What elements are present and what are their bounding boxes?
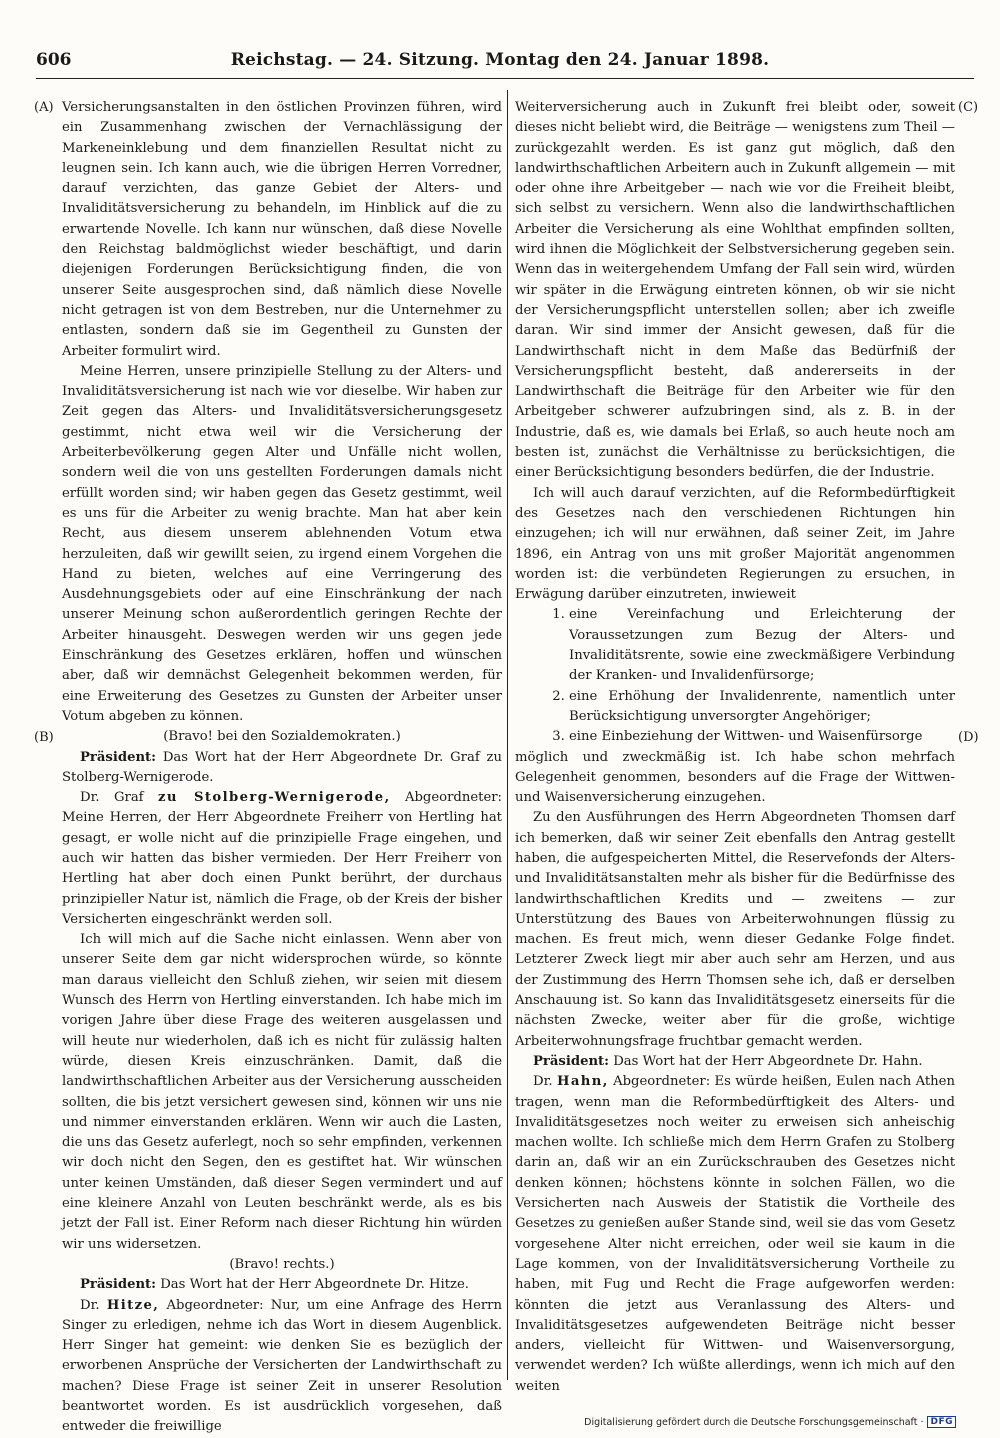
speaker-prefix: Dr.: [80, 1297, 100, 1313]
page-number: 606: [36, 50, 72, 70]
reaction: (Bravo! rechts.): [229, 1256, 335, 1272]
page-header: [30, 50, 970, 74]
speaker-prefix: Dr.: [533, 1074, 553, 1090]
paragraph: Zu den Ausführungen des Herrn Abgeordneten Thomsen darf ich bemerken, daß wir seiner Zeit ebenfalls den Antrag gestellt haben, die aufgespeicherten Mittel, die Reservefonds der Alters- und Invaliditätsanstalten mehr als bisher für die Bedürfnisse des landwirthschaftlichen Kredits und — zweitens — zur Unterstützung des Baues von Arbeiterwohnungen flüssig zu machen. Es freut mich, wenn dieser Gedanke Folge findet. Letzterer Zweck liegt mir aber auch sehr am Herzen, und aus der Zustimmung des Herrn Thomsen sehe ich, daß er derselben Anschauung ist. So kann das Invaliditätsgesetz einerseits für die nächsten Zwecke, weiter aber für die große, wichtige Arbeiterwohnungsfrage fruchtbar gemacht werden.: [515, 810, 955, 1049]
right-column: [515, 98, 955, 1397]
president-statement: [62, 1275, 502, 1295]
left-column: [62, 98, 502, 1438]
speaker-label: Präsident:: [80, 749, 157, 765]
statement-text: Das Wort hat der Herr Abgeordnete Dr. Hahn.: [613, 1053, 923, 1069]
speaker-prefix: Dr. Graf: [80, 790, 144, 806]
digitization-footer: [584, 1416, 956, 1428]
speech-text: Abgeordneter: Nur, um eine Anfrage des Herrn Singer zu erledigen, nehme ich das Wort in diesem Augenblick. Herr Singer hat gemeint: wie denken Sie es bezüglich der erworbenen Ansprüche der Versicherten der Landwirthschaft zu machen? Diese Frage ist seiner Zeit in unserer Resolution beantwortet worden. Es ist ausdrücklich vorgesehen, daß entweder die freiwillige: [62, 1297, 502, 1435]
statement-text: Das Wort hat der Herr Abgeordnete Dr. Graf zu Stolberg-Wernigerode.: [62, 749, 502, 785]
paragraph: Versicherungsanstalten in den östlichen Provinzen führen, wird ein Zusammenhang zwischen der Vernachlässigung der Markeneinklebung und dem finanziellen Resultat nicht zu leugnen sein. Ich kann auch, wie die übrigen Herren Vorredner, darauf verzichten, das ganze Gebiet der Alters- und Invaliditätsversicherung zu behandeln, im Hinblick auf die zu erwartende Novelle. Ich kann nur wünschen, daß diese Novelle den Reichstag baldmöglichst wieder beschäftigt, und darin diejenigen Forderungen Berücksichtigung finden, die von unserer Seite ausgesprochen sind, daß nämlich diese Novelle nicht getragen ist von dem Bestreben, nur die Unternehmer zu entlasten, sondern daß sie im Gegentheil zu Gunsten der Arbeiter formulirt wird.: [62, 100, 502, 359]
speech: [515, 1072, 955, 1397]
paragraph: Weiterversicherung auch in Zukunft frei bleibt oder, soweit dieses nicht beliebt wird, die Beiträge — wenigstens zum Theil — zurückgezahlt werden. Es ist ganz gut möglich, daß den landwirthschaftlichen Arbeitern auch in Zukunft allgemein — mit oder ohne ihre Arbeitgeber — nach wie vor die Freiheit bleibt, sich selbst zu versichern. Wenn also die landwirthschaftlichen Arbeiter die Versicherung als eine Wohlthat empfinden sollten, wird ihnen die Möglichkeit der Selbstversicherung gegeben sein. Wenn das in weitergehendem Umfang der Fall sein wird, würden wir später in die Erwägung eintreten können, ob wir sie nicht der Versicherungspflicht unterstellen sollen; aber ich zweifle daran. Wir sind immer der Ansicht gewesen, daß für die Landwirthschaft nicht in dem Maße das Bedürfniß der Versicherungspflicht besteht, daß andererseits in der Landwirthschaft die Beiträge für den Arbeiter wie für den Arbeitgeber schwerer aufzubringen sind, als z. B. in der Industrie, daß es, wie damals bei Erlaß, so auch heute noch am besten ist, zunächst die Verhältnisse zu berücksichtigen, die einer Berücksichtigung besonders bedürfen, die der Industrie.: [515, 100, 955, 481]
footer-text: Digitalisierung gefördert durch die Deutsche Forschungsgemeinschaft ·: [584, 1416, 924, 1428]
speech-text: Abgeordneter: Es würde heißen, Eulen nach Athen tragen, wenn man die Reformbedürftigkeit des Alters- und Invaliditätsgesetzes noch weiter zu erweisen sich anheischig machen wollte. Ich schließe mich dem Herrn Grafen zu Stolberg darin an, daß wir an ein Zurückschrauben des Gesetzes nicht denken können; höchstens könnte in solchen Fällen, wo die Versicherten nach Ausweis der Statistik die Vortheile des Gesetzes zu genießen außer Stande sind, weil sie das vom Gesetz vorgesehene Alter nicht erreichen, oder weil sie kaum in die Lage kommen, von der Invaliditätsversicherung Vortheile zu haben, mit Fug und Recht die Frage aufgeworfen werden: könnten die jetzt aus Veranlassung des Alters- und Invaliditätsgesetzes aufgewendeten Beiträge nicht besser anders, vielleicht für Wittwen- und Waisenversorgung, verwendet werden? Ich wüßte allerdings, wenn ich mich auf den weiten: [515, 1074, 955, 1394]
dfg-logo-icon: DFG: [927, 1416, 956, 1428]
margin-letter-c: (C): [958, 100, 979, 115]
speech: [62, 788, 502, 930]
reaction: (Bravo! bei den Sozialdemokraten.): [163, 729, 401, 745]
speaker-label: Präsident:: [533, 1053, 610, 1069]
column-divider: [507, 90, 508, 1380]
list-item: 2. eine Erhöhung der Invalidenrente, namentlich unter Berücksichtigung unversorgter Angehöriger;: [569, 687, 955, 728]
speaker-name: Hahn,: [556, 1074, 609, 1090]
list-item: 3. eine Einbeziehung der Wittwen- und Waisenfürsorge: [569, 727, 955, 747]
paragraph: möglich und zweckmäßig ist. Ich habe schon mehrfach Gelegenheit genommen, besonders auf die Frage der Wittwen- und Waisenversicherung einzugehen.: [515, 749, 955, 806]
margin-letter-d: (D): [958, 730, 979, 745]
speech: [62, 1296, 502, 1438]
speech-text: Abgeordneter: Meine Herren, der Herr Abgeordnete Freiherr von Hertling hat gesagt, er wolle nicht auf die prinzipielle Frage eingehen, und auch wir hatten das bisher vermieden. Der Herr Freiherr von Hertling hat aber doch einen Punkt berührt, der durchaus prinzipieller Natur ist, nämlich die Frage, ob der Kreis der bisher Versicherten eingeschränkt werden soll.: [62, 790, 502, 927]
speaker-label: Präsident:: [80, 1277, 157, 1293]
margin-letter-a: (A): [34, 100, 54, 115]
statement-text: Das Wort hat der Herr Abgeordnete Dr. Hitze.: [160, 1277, 469, 1293]
president-statement: [515, 1052, 955, 1072]
running-title: Reichstag. — 24. Sitzung. Montag den 24. Januar 1898.: [230, 50, 770, 70]
list-item: 1. eine Vereinfachung und Erleichterung der Voraussetzungen zum Bezug der Alters- und Invaliditätsrente, sowie eine zweckmäßigere Verbindung der Kranken- und Invalidenfürsorge;: [569, 605, 955, 686]
speaker-name: zu Stolberg-Wernigerode,: [157, 790, 391, 806]
margin-letter-b: (B): [34, 730, 54, 745]
paragraph: Ich will mich auf die Sache nicht einlassen. Wenn aber von unserer Seite dem gar nicht widersprochen würde, so könnte man daraus vielleicht den Schluß ziehen, wir seien mit diesem Wunsch des Herrn von Hertling einverstanden. Ich habe mich im vorigen Jahre über diese Frage des weiteren ausgelassen und will heute nur wiederholen, daß ich es nicht für zulässig halten würde, diesen Kreis einzuschränken. Damit, daß die landwirthschaftlichen Arbeiter aus der Versicherung ausscheiden sollten, die bis jetzt versichert gewesen sind, können wir uns nie und nimmer einverstanden erklären. Wenn wir auch die Lasten, die uns das Gesetz auferlegt, noch so sehr empfinden, verkennen wir doch nicht den Segen, den es gestiftet hat. Wir wünschen unter keinen Umständen, daß dieser Segen vermindert und auf eine kleinere Anzahl von Leuten beschränkt werde, als es bis jetzt der Fall ist. Einer Reform nach dieser Richtung hin würden wir uns widersetzen.: [62, 932, 502, 1252]
paragraph: Ich will auch darauf verzichten, auf die Reformbedürftigkeit des Gesetzes nach den verschiedenen Richtungen hin einzugehen; ich will nur erwähnen, daß seiner Zeit, im Jahre 1896, ein Antrag von uns mit großer Majorität angenommen worden ist: die verbündeten Regierungen zu ersuchen, in Erwägung darüber einzutreten, inwieweit: [515, 485, 955, 603]
header-rule: [36, 78, 974, 79]
paragraph: Meine Herren, unsere prinzipielle Stellung zu der Alters- und Invaliditätsversicherung ist nach wie vor dieselbe. Wir haben zur Zeit gegen das Alters- und Invaliditätsversicherungsgesetz gestimmt, nicht etwa weil wir die Versicherung der Arbeiterbevölkerung gegen Alter und Unfälle nicht wollen, sondern weil die von uns gestellten Forderungen damals nicht erfüllt worden sind; wir haben gegen das Gesetz gestimmt, weil es uns für die Arbeiter zu wenig brachte. Man hat aber kein Recht, aus diesem unserem ablehnenden Votum etwa herzuleiten, daß wir gewillt seien, zu irgend einem Vorgehen die Hand zu bieten, welches auf eine Verringerung des Ausdehnungsgebiets oder auf eine Einschränkung der nach unserer Meinung schon außerordentlich geringen Rechte der Arbeiter hinausgeht. Deswegen werden wir uns gegen jede Einschränkung des Gesetzes erklären, hoffen und wünschen aber, daß wir demnächst Gelegenheit bekommen werden, für eine Erweiterung des Gesetzes zu Gunsten der Arbeiter unser Votum abgeben zu können.: [62, 363, 502, 724]
president-statement: [62, 748, 502, 789]
speaker-name: Hitze,: [106, 1297, 160, 1313]
request-list: [515, 605, 955, 747]
